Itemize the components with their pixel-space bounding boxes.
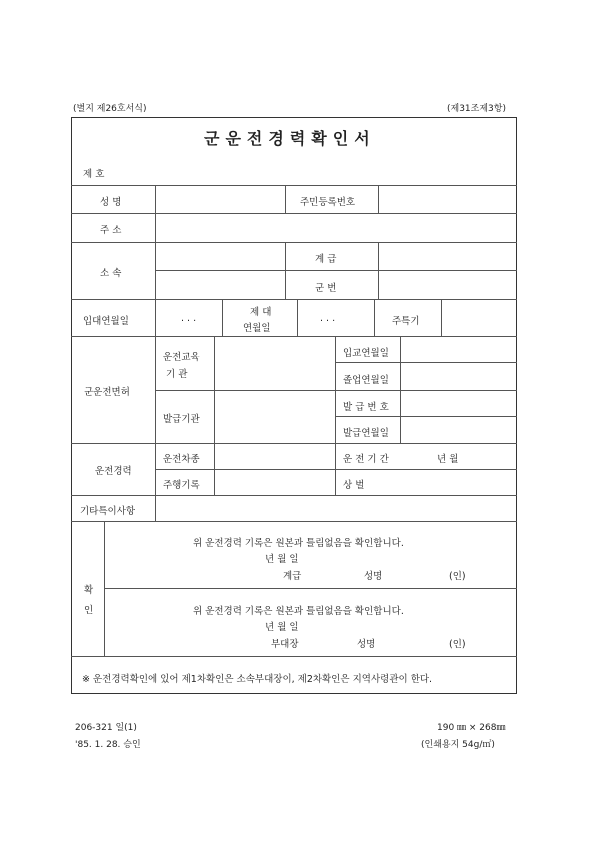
graduation-date-label: 졸업연월일 — [343, 375, 389, 386]
first-confirmation-seal: (인) — [449, 571, 466, 582]
divider — [285, 185, 286, 213]
form-number: (별지 제26호서식) — [73, 104, 147, 114]
confirmation-label-top: 확 — [84, 585, 94, 596]
first-confirmation-date: 년 월 일 — [265, 554, 299, 565]
divider — [71, 521, 517, 522]
second-confirmation-date: 년 월 일 — [265, 622, 299, 633]
divider — [335, 362, 517, 363]
education-institution-top: 운전교육 — [163, 352, 200, 363]
divider — [71, 336, 517, 337]
issue-number-label: 제 호 — [83, 169, 105, 180]
divider — [285, 242, 286, 299]
other-remarks-label: 기타특이사항 — [80, 506, 136, 517]
divider — [297, 299, 298, 336]
issue-date-label: 발급연월일 — [343, 428, 389, 439]
paper-weight: (인쇄용지 54g/㎡) — [421, 740, 495, 750]
resident-number-label: 주민등록번호 — [300, 197, 356, 208]
second-confirmation-sign: 성명 — [357, 639, 376, 650]
career-label: 운전경력 — [95, 466, 132, 477]
driving-period-label: 운 전 기 간 — [343, 454, 389, 465]
discharge-label-top: 제 대 — [250, 307, 272, 318]
first-confirmation-sign: 성명 — [364, 571, 383, 582]
discharge-date-value: . . . — [320, 313, 336, 324]
discharge-label-bottom: 연월일 — [243, 323, 271, 334]
name-label: 성 명 — [100, 197, 122, 208]
divider — [214, 336, 215, 495]
driving-period-value: 년 월 — [437, 454, 459, 465]
divider — [71, 443, 517, 444]
divider — [374, 299, 375, 336]
mileage-label: 주행기록 — [163, 480, 200, 491]
paper-size: 190 ㎜ × 268㎜ — [437, 723, 506, 733]
document-title: 군운전경력확인서 — [204, 129, 376, 148]
address-label: 주 소 — [100, 225, 122, 236]
first-confirmation-text: 위 운전경력 기록은 원본과 틀림없음을 확인합니다. — [193, 538, 404, 549]
education-institution-bottom: 기 관 — [166, 369, 188, 380]
divider — [71, 185, 517, 186]
divider — [378, 242, 379, 299]
divider — [155, 469, 517, 470]
divider — [335, 416, 517, 417]
specialty-label: 주특기 — [392, 316, 420, 327]
divider — [335, 336, 336, 495]
divider — [155, 270, 517, 271]
divider — [71, 242, 517, 243]
first-confirmation-role: 계급 — [283, 571, 302, 582]
divider — [104, 521, 105, 656]
reward-penalty-label: 상 벌 — [343, 480, 365, 491]
article-reference: (제31조제3항) — [447, 104, 506, 114]
issue-number-field-label: 발 급 번 호 — [343, 402, 389, 413]
second-confirmation-role: 부대장 — [271, 639, 299, 650]
divider — [104, 588, 517, 589]
divider — [155, 390, 517, 391]
enlistment-date-value: . . . — [181, 313, 197, 324]
school-entry-date-label: 입교연월일 — [343, 348, 389, 359]
footnote: ※ 운전경력확인에 있어 제1차확인은 소속부대장이, 제2차확인은 지역사령관이 한다. — [82, 674, 433, 685]
divider — [222, 299, 223, 336]
issuing-agency-label: 발급기관 — [163, 414, 200, 425]
divider — [71, 656, 517, 657]
approval-date: '85. 1. 28. 승인 — [75, 740, 141, 750]
rank-label: 계 급 — [315, 254, 337, 265]
form-code: 206-321 일(1) — [75, 723, 137, 733]
license-label: 군운전면허 — [84, 387, 130, 398]
divider — [400, 336, 401, 443]
divider — [71, 495, 517, 496]
divider — [71, 299, 517, 300]
unit-label: 소 속 — [100, 268, 122, 279]
second-confirmation-seal: (인) — [449, 639, 466, 650]
confirmation-label-bottom: 인 — [84, 605, 94, 616]
divider — [378, 185, 379, 213]
second-confirmation-text: 위 운전경력 기록은 원본과 틀림없음을 확인합니다. — [193, 606, 404, 617]
divider — [71, 213, 517, 214]
enlistment-date-label: 입대연월일 — [83, 316, 129, 327]
divider — [441, 299, 442, 336]
divider — [155, 185, 156, 521]
vehicle-type-label: 운전차종 — [163, 454, 200, 465]
service-number-label: 군 번 — [315, 283, 337, 294]
